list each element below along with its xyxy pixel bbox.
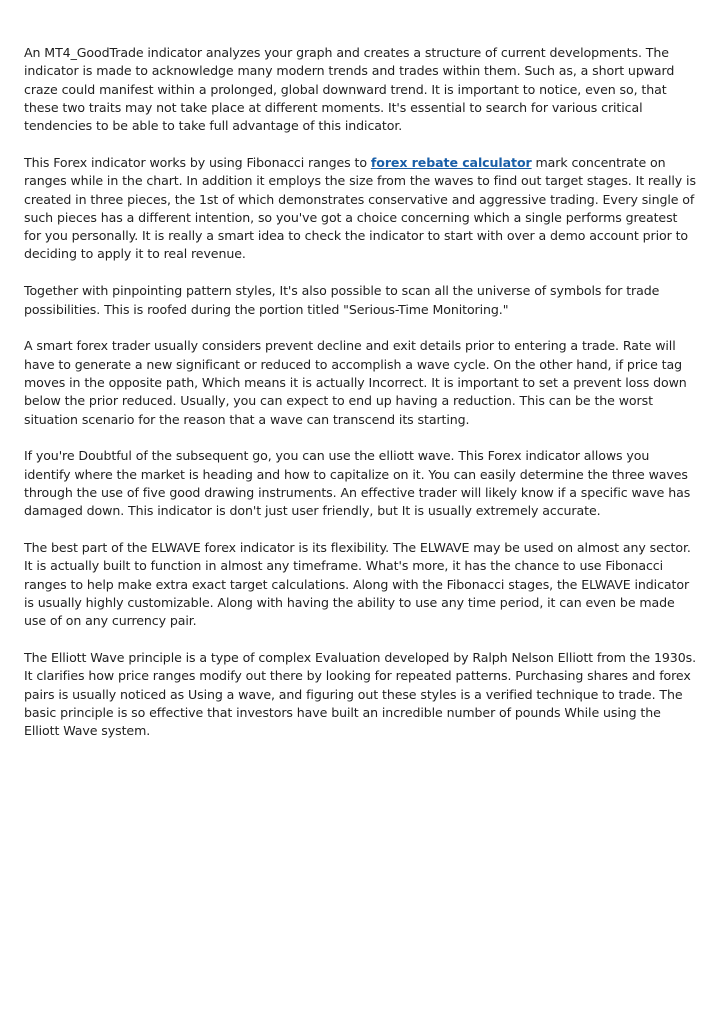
paragraph-7: The Elliott Wave principle is a type of complex Evaluation developed by Ralph Nelson Elliott from the 1930s. It clarifies how price ranges modify out there by looking for repeated patterns. Purchasing shares and forex pairs is usually noticed as Using a wave, and figuring out these styles is a verified technique to trade. The basic principle is so effective that investors have built an incredible number of pounds While using the Elliott Wave system. [24,650,696,739]
paragraph-5: If you're Doubtful of the subsequent go, you can use the elliott wave. This Forex indicator allows you identify where the market is heading and how to capitalize on it. You can easily determine the three waves through the use of five good drawing instruments. An effective trader will likely know if a specific wave has damaged down. This indicator is don't just user friendly, but It is usually extremely accurate. [24,448,691,519]
paragraph-6: The best part of the ELWAVE forex indicator is its flexibility. The ELWAVE may be used on almost any sector. It is actually built to function in almost any timeframe. What's more, it has the chance to use Fibonacci ranges to help make extra exact target calculations. Along with the Fibonacci stages, the ELWAVE indicator is usually highly customizable. Along with having the ability to use any time period, it can even be made use of on any currency pair. [24,540,691,629]
paragraph-1: An MT4_GoodTrade indicator analyzes your graph and creates a structure of current developments. The indicator is made to acknowledge many modern trends and trades within them. Such as, a short upward craze could manifest within a prolonged, global downward trend. It is important to notice, even so, that these two traits may not take place at different moments. It's essential to search for various critical tendencies to be able to take full advantage of this indicator. [24,45,675,134]
document-body [24,44,696,759]
paragraph-4: A smart forex trader usually considers prevent decline and exit details prior to entering a trade. Rate will have to generate a new significant or reduced to accomplish a wave cycle. On the other hand, if price tag moves in the opposite path, Which means it is actually Incorrect. It is important to set a prevent loss down below the prior reduced. Usually, you can expect to end up having a reduction. This can be the worst situation scenario for the reason that a wave can transcend its starting. [24,338,687,427]
paragraph-3: Together with pinpointing pattern styles, It's also possible to scan all the universe of symbols for trade possibilities. This is roofed during the portion titled "Serious-Time Monitoring." [24,283,660,317]
paragraph-2 [24,154,696,264]
forex-rebate-calculator-link[interactable]: forex rebate calculator [370,154,532,170]
paragraph-2-text-after: mark concentrate on ranges while in the chart. In addition it employs the size from the waves to find out target stages. It really is created in three pieces, the 1st of which demonstrates conservative and aggressive trading. Every single of such pieces has a different intention, so you've got a choice concerning which a single performs greatest for you personally. It is really a smart idea to check the indicator to start with over a demo account prior to deciding to apply it to real revenue. [24,154,696,262]
paragraph-2-text-before: This Forex indicator works by using Fibonacci ranges to [24,154,371,170]
